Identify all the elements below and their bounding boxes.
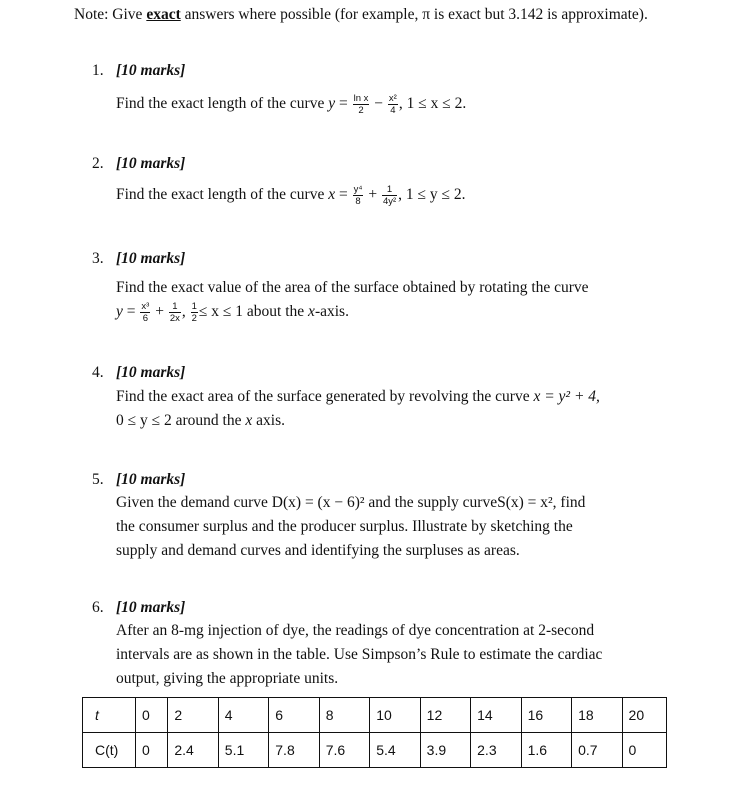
fraction bbox=[140, 301, 150, 324]
table-cell: 20 bbox=[622, 698, 666, 733]
operator: + bbox=[151, 303, 168, 320]
question-header bbox=[92, 471, 672, 489]
question-6 bbox=[92, 599, 672, 691]
table-cell: 4 bbox=[218, 698, 268, 733]
table-cell: 10 bbox=[370, 698, 420, 733]
fraction bbox=[353, 93, 370, 116]
instructions-note bbox=[74, 6, 648, 24]
table-cell: 7.6 bbox=[319, 733, 369, 768]
fraction bbox=[388, 93, 398, 116]
question-3 bbox=[92, 250, 672, 324]
note-prefix: Note: Give bbox=[74, 6, 147, 23]
table-cell: 0 bbox=[622, 733, 666, 768]
equals-sign: = bbox=[122, 303, 140, 320]
question-body bbox=[116, 92, 672, 116]
question-number: 4. bbox=[92, 364, 104, 381]
equation-lhs: y bbox=[328, 95, 336, 112]
question-header bbox=[92, 155, 672, 173]
numerator: 1 bbox=[191, 300, 197, 312]
row-label: t bbox=[83, 698, 136, 733]
question-text: Find the exact value of the area of the surface obtained by rotating the curve bbox=[116, 279, 589, 296]
question-body bbox=[116, 276, 672, 324]
numerator: y⁴ bbox=[353, 183, 363, 195]
fraction bbox=[169, 301, 181, 324]
question-text-line bbox=[116, 409, 672, 433]
note-suffix: answers where possible (for example, π is exact but 3.142 is approximate). bbox=[180, 6, 648, 23]
question-number: 6. bbox=[92, 599, 104, 616]
question-body bbox=[116, 491, 672, 563]
question-marks: [10 marks] bbox=[116, 364, 186, 381]
row-label: C(t) bbox=[83, 733, 136, 768]
table-cell: 7.8 bbox=[269, 733, 319, 768]
question-5 bbox=[92, 471, 672, 563]
question-text: Find the exact length of the curve bbox=[116, 95, 329, 112]
fraction bbox=[353, 184, 364, 207]
question-marks: [10 marks] bbox=[116, 250, 186, 267]
question-marks: [10 marks] bbox=[116, 155, 186, 172]
denominator: 4y² bbox=[382, 195, 397, 207]
question-header bbox=[92, 599, 672, 617]
axis-variable: x bbox=[308, 303, 315, 320]
numerator: x³ bbox=[141, 300, 150, 312]
equation-lhs: x bbox=[328, 186, 336, 203]
question-text-line bbox=[116, 385, 672, 409]
question-text-line: the consumer surplus and the producer surplus. Illustrate by sketching the bbox=[116, 518, 573, 535]
axis-variable: x bbox=[245, 412, 253, 429]
numerator: x² bbox=[388, 92, 397, 104]
question-body bbox=[116, 183, 672, 207]
axis-suffix: -axis. bbox=[314, 303, 349, 320]
table-cell: 14 bbox=[471, 698, 521, 733]
range: 0 ≤ y ≤ 2 around the bbox=[116, 412, 246, 429]
question-number: 1. bbox=[92, 62, 104, 79]
denominator: 6 bbox=[142, 312, 148, 324]
table-cell: 0 bbox=[136, 698, 168, 733]
question-text-line: Given the demand curve D(x) = (x − 6)² and the supply curveS(x) = x², find bbox=[116, 494, 586, 511]
question-2 bbox=[92, 155, 672, 207]
question-1 bbox=[92, 62, 672, 116]
table-cell: 16 bbox=[521, 698, 571, 733]
equals-sign: = bbox=[335, 95, 352, 112]
equation-lhs: y bbox=[116, 303, 123, 320]
operator: + bbox=[364, 186, 381, 203]
question-number: 5. bbox=[92, 471, 104, 488]
table-cell: 5.4 bbox=[370, 733, 420, 768]
table-cell: 18 bbox=[572, 698, 622, 733]
denominator: 4 bbox=[390, 104, 396, 116]
question-header bbox=[92, 250, 672, 268]
range: , 1 ≤ y ≤ 2. bbox=[398, 186, 466, 203]
question-body bbox=[116, 619, 672, 691]
question-marks: [10 marks] bbox=[116, 599, 186, 616]
table-row-concentration bbox=[83, 733, 667, 768]
question-text: Find the exact length of the curve bbox=[116, 186, 329, 203]
question-header bbox=[92, 364, 672, 382]
range: , 1 ≤ x ≤ 2. bbox=[398, 95, 467, 112]
table-cell: 5.1 bbox=[218, 733, 268, 768]
question-marks: [10 marks] bbox=[116, 471, 186, 488]
table-cell: 3.9 bbox=[420, 733, 470, 768]
table-cell: 8 bbox=[319, 698, 369, 733]
numerator: 1 bbox=[169, 301, 181, 313]
table-cell: 2 bbox=[168, 698, 218, 733]
question-4 bbox=[92, 364, 672, 433]
numerator: ln x bbox=[353, 92, 369, 104]
denominator: 2 bbox=[191, 312, 197, 324]
question-text-line: output, giving the appropriate units. bbox=[116, 670, 339, 687]
question-header bbox=[92, 62, 672, 80]
table-cell: 1.6 bbox=[521, 733, 571, 768]
table-cell: 2.3 bbox=[471, 733, 521, 768]
fraction bbox=[191, 301, 198, 324]
question-text-line: supply and demand curves and identifying the surpluses as areas. bbox=[116, 542, 520, 559]
table-cell: 0 bbox=[136, 733, 168, 768]
table-cell: 12 bbox=[420, 698, 470, 733]
denominator: 2x bbox=[169, 312, 180, 324]
question-body bbox=[116, 385, 672, 433]
dye-concentration-table bbox=[82, 697, 667, 768]
numerator: 1 bbox=[382, 184, 397, 196]
denominator: 8 bbox=[355, 195, 361, 207]
table-cell: 0.7 bbox=[572, 733, 622, 768]
denominator: 2 bbox=[358, 104, 364, 116]
axis-suffix: axis. bbox=[252, 412, 285, 429]
table-cell: 6 bbox=[269, 698, 319, 733]
question-number: 3. bbox=[92, 250, 104, 267]
comma: , bbox=[181, 303, 190, 320]
question-text-line: intervals are as shown in the table. Use Simpson’s Rule to estimate the cardiac bbox=[116, 646, 603, 663]
note-emphasis: exact bbox=[146, 6, 181, 23]
question-marks: [10 marks] bbox=[116, 62, 186, 79]
question-number: 2. bbox=[92, 155, 104, 172]
equation: x = y² + 4, bbox=[533, 388, 600, 405]
question-equation bbox=[116, 300, 672, 324]
operator: − bbox=[370, 95, 387, 112]
question-text-line: After an 8-mg injection of dye, the readings of dye concentration at 2-second bbox=[116, 622, 595, 639]
equals-sign: = bbox=[335, 186, 352, 203]
table-row-time bbox=[83, 698, 667, 733]
table-cell: 2.4 bbox=[168, 733, 218, 768]
question-text: Find the exact area of the surface generated by revolving the curve bbox=[116, 388, 534, 405]
range: ≤ x ≤ 1 about the bbox=[198, 303, 309, 320]
fraction bbox=[382, 184, 397, 207]
